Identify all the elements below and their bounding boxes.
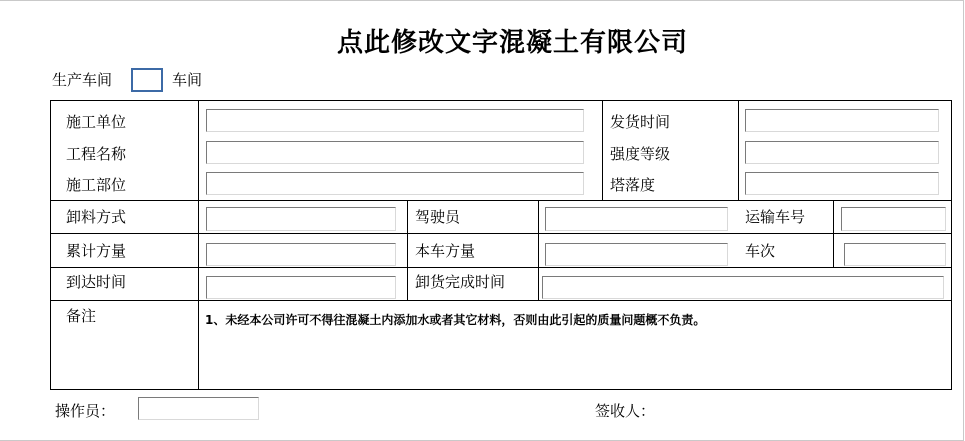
unload-method-field[interactable] (206, 207, 396, 231)
page-title[interactable]: 点此修改文字混凝土有限公司 (336, 28, 688, 58)
unload-method-input[interactable] (207, 208, 395, 230)
construction-part-label: 施工部位 (66, 176, 127, 194)
current-volume-label: 本车方量 (415, 242, 476, 260)
construction-unit-field[interactable] (206, 109, 584, 132)
operator-input[interactable] (139, 398, 258, 419)
truck-no-field[interactable] (841, 207, 946, 231)
operator-label: 操作员： (55, 402, 116, 420)
signer-label: 签收人： (595, 402, 656, 420)
truck-no-input[interactable] (842, 208, 945, 230)
workshop-suffix-label: 车间 (172, 71, 203, 89)
cumulative-volume-label: 累计方量 (66, 242, 127, 260)
cumulative-volume-field[interactable] (206, 243, 396, 266)
unload-done-time-field[interactable] (542, 276, 944, 299)
remarks-label: 备注 (66, 307, 97, 325)
project-name-field[interactable] (206, 141, 584, 164)
slump-input[interactable] (746, 173, 938, 194)
strength-grade-field[interactable] (745, 141, 939, 164)
remarks-text: 1、未经本公司许可不得往混凝土内添加水或者其它材料，否则由此引起的质量问题概不负责。 (205, 313, 706, 327)
construction-unit-label: 施工单位 (66, 113, 127, 131)
arrival-time-label: 到达时间 (66, 273, 127, 291)
driver-label: 驾驶员 (415, 208, 461, 226)
slump-field[interactable] (745, 172, 939, 195)
unload-done-time-label: 卸货完成时间 (415, 273, 506, 291)
construction-part-input[interactable] (207, 173, 583, 194)
arrival-time-field[interactable] (206, 276, 396, 299)
slump-label: 塔落度 (610, 176, 656, 194)
ship-time-field[interactable] (745, 109, 939, 132)
workshop-input[interactable] (131, 68, 163, 92)
construction-part-field[interactable] (206, 172, 584, 195)
driver-input[interactable] (546, 208, 727, 230)
cumulative-volume-input[interactable] (207, 244, 395, 265)
operator-field[interactable] (138, 397, 259, 420)
trip-no-field[interactable] (844, 243, 946, 266)
project-name-input[interactable] (207, 142, 583, 163)
current-volume-field[interactable] (545, 243, 728, 266)
current-volume-input[interactable] (546, 244, 727, 265)
arrival-time-input[interactable] (207, 277, 395, 298)
workshop-input-field[interactable] (133, 70, 161, 90)
trip-no-input[interactable] (845, 244, 945, 265)
strength-grade-input[interactable] (746, 142, 938, 163)
construction-unit-input[interactable] (207, 110, 583, 131)
driver-field[interactable] (545, 207, 728, 231)
project-name-label: 工程名称 (66, 145, 127, 163)
ship-time-label: 发货时间 (610, 113, 671, 131)
truck-no-label: 运输车号 (745, 208, 806, 226)
ship-time-input[interactable] (746, 110, 938, 131)
unload-done-time-input[interactable] (543, 277, 943, 298)
strength-grade-label: 强度等级 (610, 145, 671, 163)
unload-method-label: 卸料方式 (66, 208, 127, 226)
workshop-prefix-label: 生产车间 (52, 71, 113, 89)
trip-no-label: 车次 (745, 242, 776, 260)
